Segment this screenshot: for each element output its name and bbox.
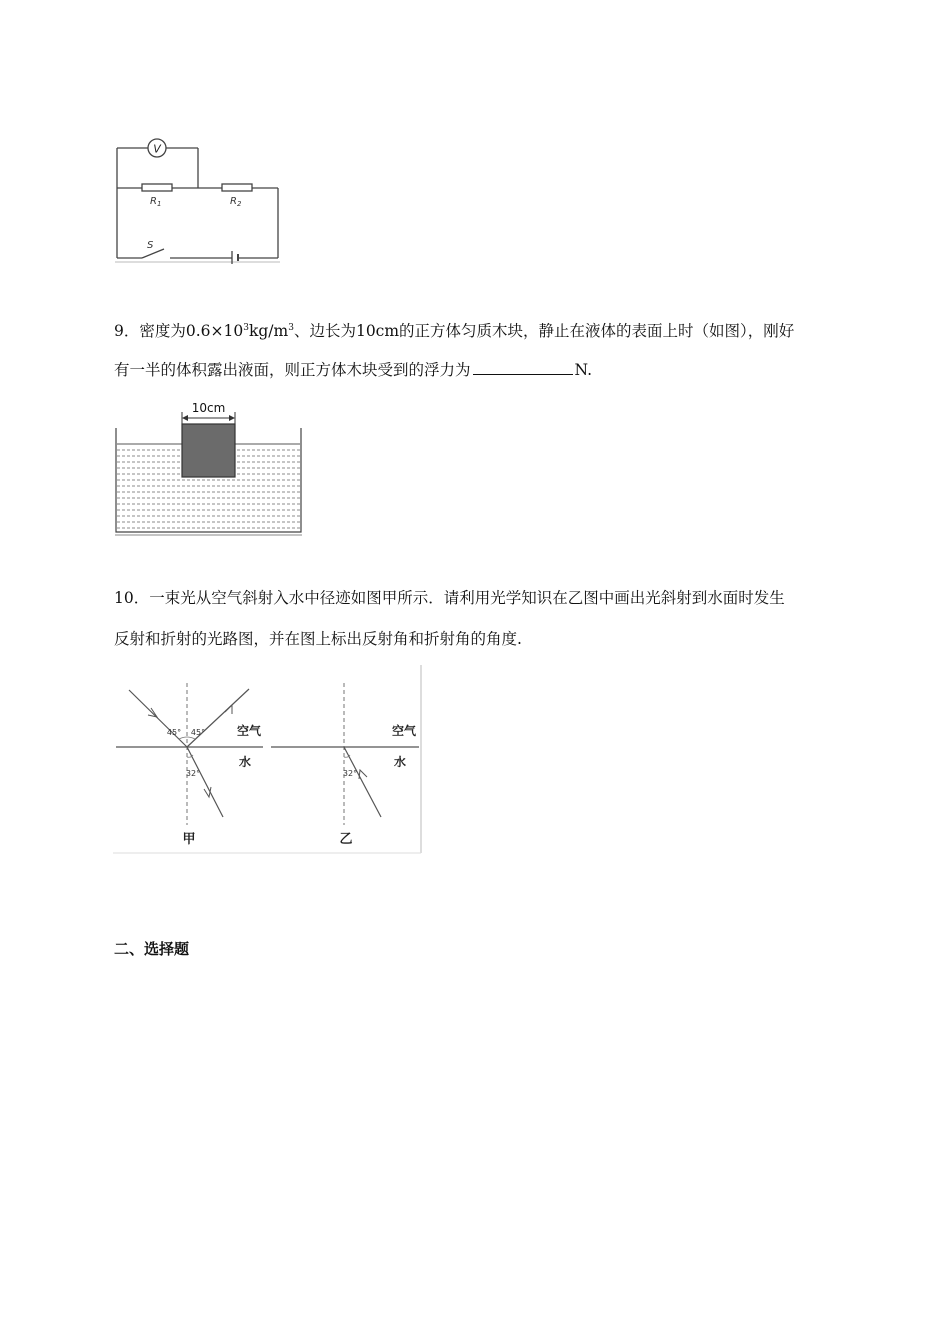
q10-line1: 10．一束光从空气斜射入水中径迹如图甲所示．请利用光学知识在乙图中画出光斜射到水面时发生 bbox=[114, 589, 785, 607]
q9-number: 9． bbox=[114, 322, 140, 341]
floating-block-figure bbox=[113, 398, 303, 538]
light-path-figure bbox=[113, 665, 425, 855]
caption-a: 甲 bbox=[182, 832, 196, 847]
angle-refract-a: 32° bbox=[185, 769, 201, 778]
r2-label: $R_2$ bbox=[230, 196, 242, 208]
r1-label: $R_1$ bbox=[150, 196, 162, 208]
voltmeter-symbol: V bbox=[153, 142, 161, 156]
q10-line2: 反射和折射的光路图，并在图上标出反射角和折射角的角度. bbox=[114, 630, 522, 648]
wooden-block bbox=[182, 424, 235, 477]
section-heading: 二、选择题 bbox=[114, 940, 190, 958]
circuit-diagram bbox=[112, 133, 282, 265]
label-air-b: 空气 bbox=[392, 724, 417, 738]
label-air-a: 空气 bbox=[237, 724, 262, 738]
label-water-a: 水 bbox=[239, 755, 252, 769]
switch-label: S bbox=[147, 240, 154, 251]
label-water-b: 水 bbox=[394, 755, 407, 769]
block-width-label: 10cm bbox=[191, 401, 226, 415]
q9-line2: 有一半的体积露出液面，则正方体木块受到的浮力为 N. bbox=[114, 358, 592, 381]
angle-incident-a: 45° bbox=[166, 728, 182, 737]
q9-line1: 9．密度为$0.6\times 10^3kg/m^3$、边长为10cm的正方体匀质木块，静止在液体的表面上时（如图），刚好 bbox=[114, 322, 795, 341]
caption-b: 乙 bbox=[339, 832, 353, 847]
answer-blank[interactable] bbox=[473, 358, 573, 375]
angle-refract-b: 32° bbox=[342, 769, 358, 778]
angle-reflect-a: 45° bbox=[190, 728, 206, 737]
